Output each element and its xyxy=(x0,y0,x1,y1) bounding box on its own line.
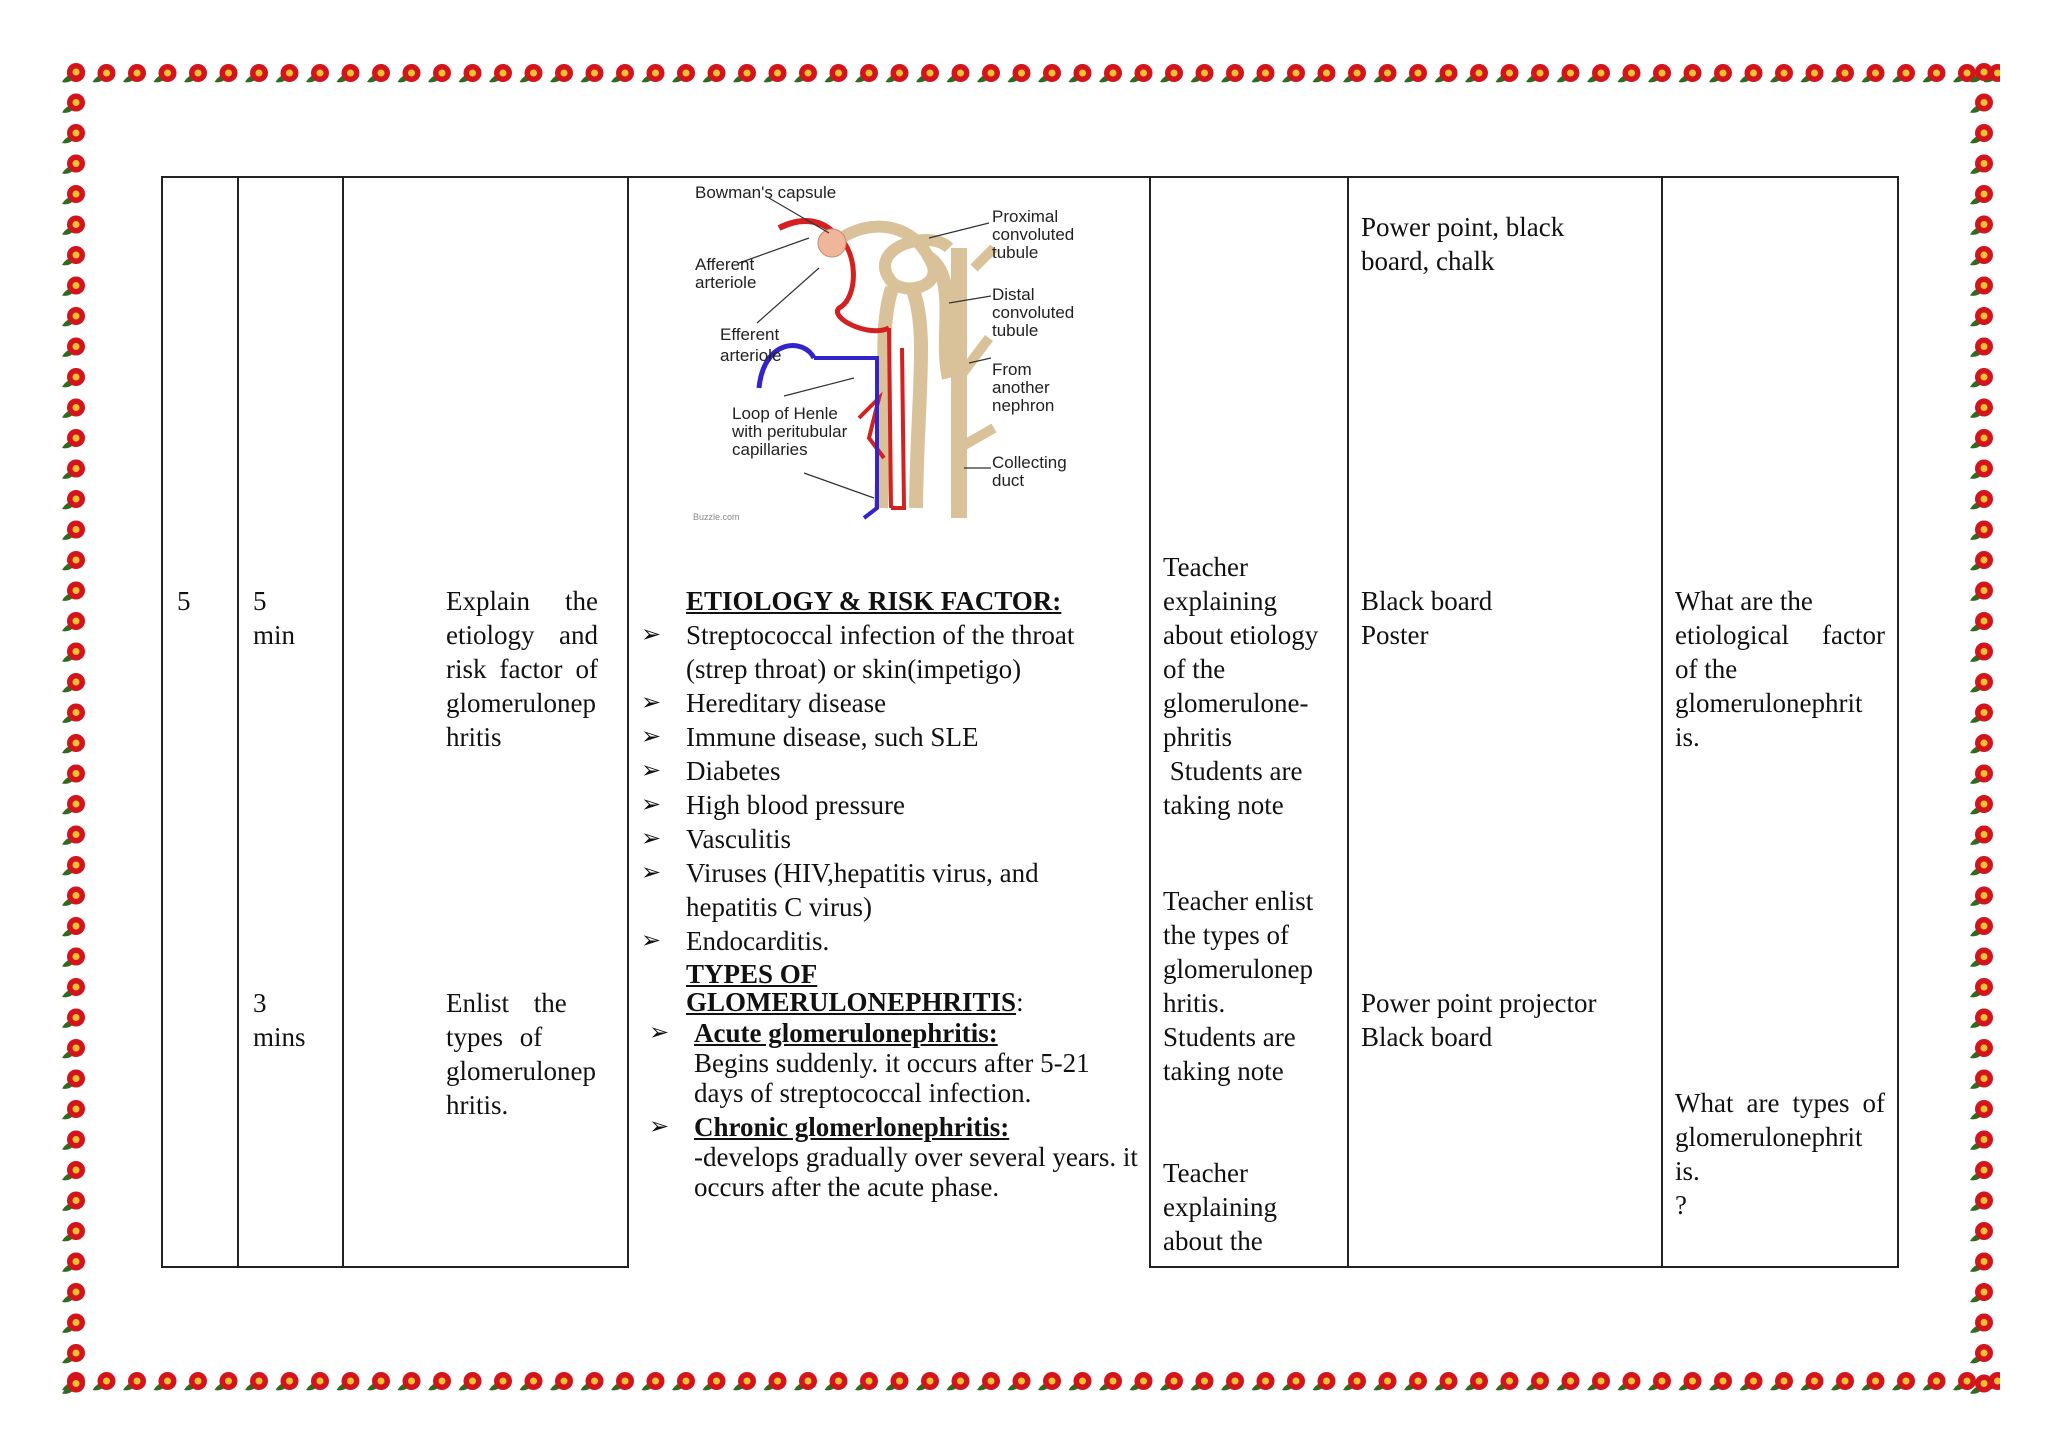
arrow-bullet-icon: ➢ xyxy=(641,758,662,784)
label-bowman: Bowman's capsule xyxy=(695,183,837,202)
arrow-bullet-icon: ➢ xyxy=(641,928,662,954)
objective-line: types of xyxy=(446,1022,543,1052)
table-row xyxy=(162,177,1898,1267)
evaluation-cell xyxy=(1662,177,1898,1267)
evaluation-2: What are types of glomerulonephrit is. ? xyxy=(1675,1088,1885,1220)
label-afferent: arteriole xyxy=(695,273,757,292)
arrow-bullet-icon: ➢ xyxy=(641,860,662,886)
type-title: Chronic glomerlonephritis: xyxy=(694,1112,1010,1142)
sno-cell xyxy=(162,177,238,1267)
objective-line: hritis xyxy=(446,722,502,752)
nephron-diagram xyxy=(629,178,1099,528)
label-collecting-duct: duct xyxy=(992,471,1025,490)
arrow-bullet-icon: ➢ xyxy=(649,1114,670,1140)
type-title: Acute glomerulonephritis: xyxy=(694,1018,998,1048)
label-from-nephron: nephron xyxy=(992,396,1055,415)
types-heading: TYPES OF xyxy=(686,959,818,989)
time-block-1 xyxy=(253,584,295,652)
label-loop-of-henle: capillaries xyxy=(732,440,808,459)
list-item: ➢ Endocarditis. xyxy=(641,926,830,956)
aids-2: Black board Poster xyxy=(1361,586,1493,650)
sno-value: 5 xyxy=(177,586,191,616)
time-value: 3 xyxy=(253,988,267,1018)
objective-line: Explain the xyxy=(446,586,598,616)
objective-line: glomerulonep xyxy=(446,1056,596,1086)
decorative-flower-border-left xyxy=(58,58,92,1400)
evaluation-1: What are the etiological factor of the glomerulonephrit is. xyxy=(1675,586,1885,752)
decorative-flower-border-right xyxy=(1966,58,2000,1400)
flower-pattern-icon xyxy=(58,58,92,1400)
label-proximal: convoluted xyxy=(992,225,1075,244)
activity-3: Teacher explaining about the xyxy=(1163,1158,1277,1256)
activity-2: Teacher enlist the types of glomerulonep hritis. Students are taking note xyxy=(1163,886,1314,1086)
time-cell xyxy=(238,177,343,1267)
label-loop-of-henle: Loop of Henle xyxy=(732,404,838,423)
flower-pattern-icon xyxy=(58,1366,2000,1400)
activity-cell xyxy=(1150,177,1348,1267)
objective-line: hritis. xyxy=(446,1090,509,1120)
time-unit: min xyxy=(253,620,296,650)
objective-line: glomerulonep xyxy=(446,688,596,718)
label-from-nephron: another xyxy=(992,378,1050,397)
objective-line: etiology and xyxy=(446,620,598,650)
list-item: ➢ Streptococcal infection of the throat (strep throat) or skin(impetigo) xyxy=(641,620,1075,684)
objective-line: risk factor of xyxy=(446,654,598,684)
types-list xyxy=(649,1018,1139,1202)
types-section xyxy=(686,960,1146,1016)
activity-1: Teacher explaining about etiology of the glomerulone- phritis Students are taking note xyxy=(1163,552,1319,820)
list-item: ➢ Hereditary disease xyxy=(641,688,887,718)
time-value: 5 xyxy=(253,586,267,616)
objective-1 xyxy=(446,584,598,754)
list-item: ➢ Diabetes xyxy=(641,756,781,786)
objective-line: Enlist the xyxy=(446,988,567,1018)
arrow-bullet-icon: ➢ xyxy=(641,690,662,716)
objective-2 xyxy=(446,986,598,1122)
arrow-bullet-icon: ➢ xyxy=(649,1020,670,1046)
lesson-plan-table xyxy=(161,176,1899,1268)
aids-3: Power point projector Black board xyxy=(1361,988,1597,1052)
time-unit: mins xyxy=(253,1022,306,1052)
list-item: ➢ High blood pressure xyxy=(641,790,905,820)
label-from-nephron: From xyxy=(992,360,1032,379)
diagram-watermark: Buzzle.com xyxy=(693,512,740,522)
list-item: ➢ Vasculitis xyxy=(641,824,791,854)
aids-1: Power point, black board, chalk xyxy=(1361,212,1565,276)
time-block-2 xyxy=(253,986,306,1054)
label-loop-of-henle: with peritubular xyxy=(732,422,848,441)
decorative-flower-border-top xyxy=(58,58,2000,92)
types-heading: GLOMERULONEPHRITIS: xyxy=(686,987,1024,1017)
list-item: ➢ Chronic glomerlonephritis: -develops gradually over several years. it occurs after the acute phase. xyxy=(649,1112,1138,1202)
label-proximal: tubule xyxy=(992,243,1039,262)
etiology-section xyxy=(641,584,1141,958)
aids-cell xyxy=(1348,177,1662,1267)
label-distal: convoluted xyxy=(992,303,1075,322)
label-afferent: Afferent xyxy=(695,255,755,274)
objective-cell xyxy=(343,177,628,1267)
list-item: ➢ Immune disease, such SLE xyxy=(641,722,979,752)
decorative-flower-border-bottom xyxy=(58,1366,2000,1400)
label-proximal: Proximal xyxy=(992,207,1059,226)
arrow-bullet-icon: ➢ xyxy=(641,826,662,852)
arrow-bullet-icon: ➢ xyxy=(641,792,662,818)
flower-pattern-icon xyxy=(1966,58,2000,1400)
etiology-heading: ETIOLOGY & RISK FACTOR: xyxy=(686,586,1062,616)
etiology-list xyxy=(641,618,1141,958)
content-cell xyxy=(628,177,1150,1267)
arrow-bullet-icon: ➢ xyxy=(641,724,662,750)
label-efferent: arteriole xyxy=(720,346,782,365)
arrow-bullet-icon: ➢ xyxy=(641,622,662,648)
flower-pattern-icon xyxy=(58,58,2000,92)
list-item: ➢ Viruses (HIV,hepatitis virus, and hepatitis C virus) xyxy=(641,858,1039,922)
label-collecting-duct: Collecting xyxy=(992,453,1067,472)
label-distal: Distal xyxy=(992,285,1035,304)
label-distal: tubule xyxy=(992,321,1039,340)
list-item: ➢ Acute glomerulonephritis: Begins suddenly. it occurs after 5-21 days of streptococcal infection. xyxy=(649,1018,1139,1108)
label-efferent: Efferent xyxy=(720,325,780,344)
